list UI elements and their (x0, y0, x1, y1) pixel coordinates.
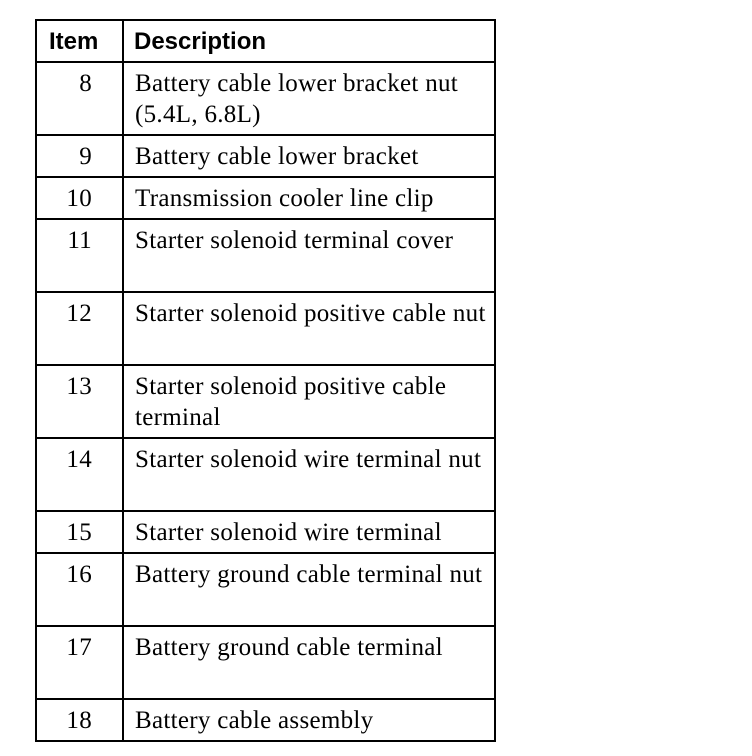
table-row (36, 511, 495, 553)
table-row (36, 626, 495, 699)
item-description: Starter solenoid wire terminal nut (123, 438, 495, 511)
table-row (36, 62, 495, 135)
item-description: Transmission cooler line clip (123, 177, 495, 219)
item-number: 13 (36, 365, 123, 438)
item-description: Battery cable lower bracket (123, 135, 495, 177)
table-row (36, 438, 495, 511)
item-number: 8 (36, 62, 123, 135)
table-row (36, 699, 495, 741)
table-header-row (36, 20, 495, 62)
item-number: 9 (36, 135, 123, 177)
item-description: Starter solenoid terminal cover (123, 219, 495, 292)
table-row (36, 292, 495, 365)
item-number: 17 (36, 626, 123, 699)
item-number: 18 (36, 699, 123, 741)
parts-table (35, 19, 496, 742)
item-description: Battery ground cable terminal (123, 626, 495, 699)
item-description: Battery cable lower bracket nut (5.4L, 6.8L) (123, 62, 495, 135)
item-description: Starter solenoid wire terminal (123, 511, 495, 553)
item-number: 16 (36, 553, 123, 626)
table-row (36, 553, 495, 626)
item-number: 10 (36, 177, 123, 219)
item-description: Starter solenoid positive cable terminal (123, 365, 495, 438)
description-column-header: Description (123, 20, 495, 62)
item-description: Starter solenoid positive cable nut (123, 292, 495, 365)
item-number: 15 (36, 511, 123, 553)
table-row (36, 365, 495, 438)
table-row (36, 135, 495, 177)
item-column-header: Item (36, 20, 123, 62)
item-description: Battery ground cable terminal nut (123, 553, 495, 626)
table-row (36, 177, 495, 219)
item-description: Battery cable assembly (123, 699, 495, 741)
table-row (36, 219, 495, 292)
item-number: 12 (36, 292, 123, 365)
item-number: 11 (36, 219, 123, 292)
item-number: 14 (36, 438, 123, 511)
